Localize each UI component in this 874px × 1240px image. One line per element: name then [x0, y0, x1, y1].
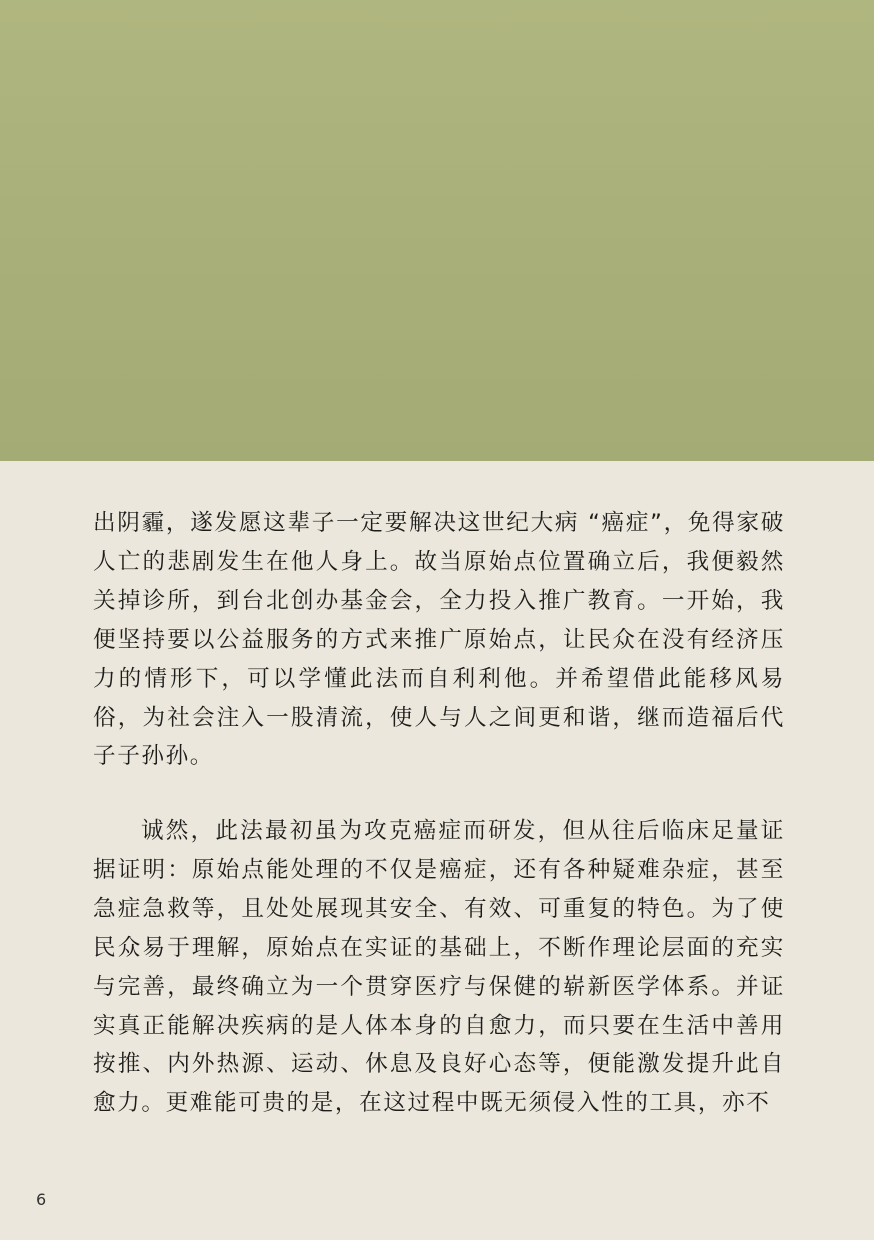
body-text	[93, 504, 785, 1123]
paragraph-1: 出阴霾，遂发愿这辈子一定要解决这世纪大病 “癌症”，免得家破人亡的悲剧发生在他人身上。故当原始点位置确立后，我便毅然关掉诊所，到台北创办基金会，全力投入推广教育。一开始，我便坚持要以公益服务的方式来推广原始点，让民众在没有经济压力的情形下，可以学懂此法而自利利他。并希望借此能移风易俗，为社会注入一股清流，使人与人之间更和谐，继而造福后代子子孙孙。	[93, 510, 785, 770]
paragraph-2: 诚然，此法最初虽为攻克癌症而研发，但从往后临床足量证据证明：原始点能处理的不仅是癌症，还有各种疑难杂症，甚至急症急救等，且处处展现其安全、有效、可重复的特色。为了使民众易于理解，原始点在实证的基础上，不断作理论层面的充实与完善，最终确立为一个贯穿医疗与保健的崭新医学体系。并证实真正能解决疾病的是人体本身的自愈力，而只要在生活中善用按推、内外热源、运动、休息及良好心态等，便能激发提升此自愈力。更难能可贵的是，在这过程中既无须侵入性的工具，亦不	[93, 818, 785, 1117]
page-number: 6	[36, 1190, 47, 1209]
decorative-color-band	[0, 0, 874, 461]
